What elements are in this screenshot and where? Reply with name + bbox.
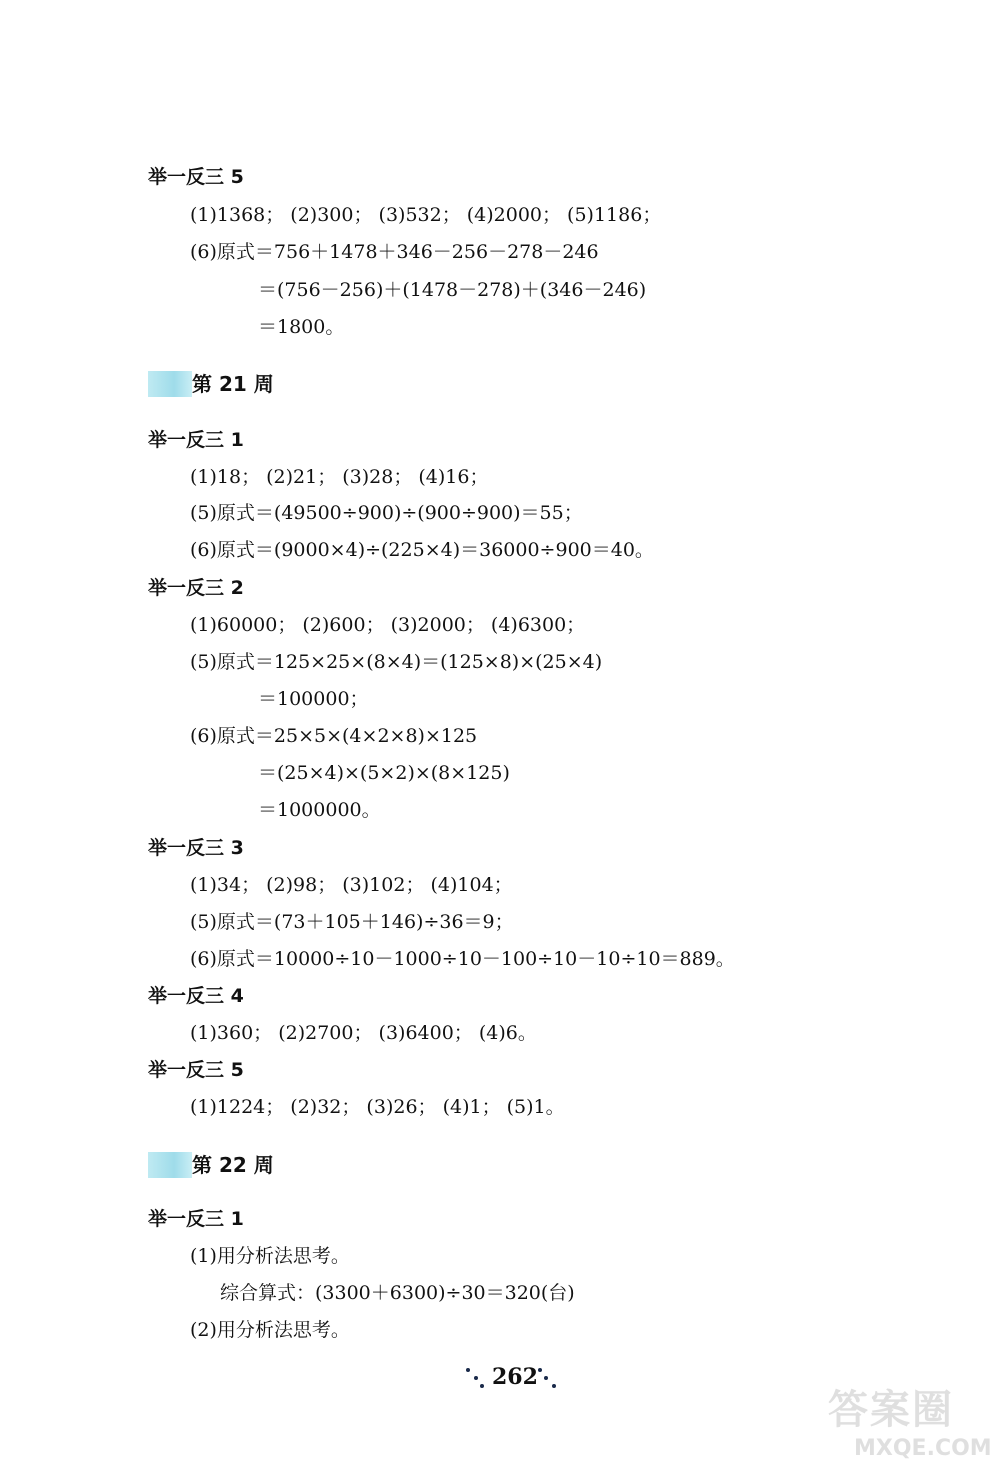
page-number: 262 xyxy=(492,1364,538,1390)
answer-line: (1)用分析法思考。 xyxy=(190,1245,350,1267)
answer-line: (6)原式＝(9000×4)÷(225×4)＝36000÷900＝40。 xyxy=(190,539,654,561)
ornament-dot xyxy=(466,1368,470,1372)
watermark-text: 答案圈 xyxy=(828,1387,954,1433)
answer-line: (1)1224； (2)32； (3)26； (4)1； (5)1。 xyxy=(190,1096,565,1118)
answer-line: (6)原式＝25×5×(4×2×8)×125 xyxy=(190,725,478,747)
section-heading: 举一反三 1 xyxy=(148,429,244,451)
answer-line: (1)1368； (2)300； (3)532； (4)2000； (5)1186； xyxy=(190,204,662,226)
section-heading: 举一反三 4 xyxy=(148,985,244,1007)
answer-line: (1)60000； (2)600； (3)2000； (4)6300； xyxy=(190,614,586,636)
answer-line: ＝(25×4)×(5×2)×(8×125) xyxy=(258,762,510,784)
week-highlight-bar xyxy=(148,371,192,397)
page-number-footer xyxy=(466,1362,566,1392)
answer-line: ＝100000； xyxy=(258,688,369,710)
answer-line: (5)原式＝125×25×(8×4)＝(125×8)×(25×4) xyxy=(190,651,603,673)
answer-line: (5)原式＝(49500÷900)÷(900÷900)＝55； xyxy=(190,502,583,524)
answer-line: ＝(756－256)＋(1478－278)＋(346－246) xyxy=(258,279,647,301)
answer-line: 综合算式：(3300＋6300)÷30＝320(台) xyxy=(220,1282,575,1304)
answer-line: (2)用分析法思考。 xyxy=(190,1319,350,1341)
week-22-header xyxy=(148,1150,278,1180)
answer-line: (1)18； (2)21； (3)28； (4)16； xyxy=(190,466,489,488)
week-highlight-bar xyxy=(148,1152,192,1178)
answer-line: (6)原式＝10000÷10－1000÷10－100÷10－10÷10＝889。 xyxy=(190,948,735,970)
ornament-dot xyxy=(538,1368,542,1372)
section-heading: 举一反三 5 xyxy=(148,1059,244,1081)
ornament-dot xyxy=(474,1376,478,1380)
section-heading: 举一反三 2 xyxy=(148,577,244,599)
answer-line: ＝1000000。 xyxy=(258,799,381,821)
answer-line: ＝1800。 xyxy=(258,316,345,338)
ornament-dot xyxy=(544,1376,548,1380)
answer-line: (1)360； (2)2700； (3)6400； (4)6。 xyxy=(190,1022,537,1044)
week-title: 第 22 周 xyxy=(192,1153,274,1177)
answer-line: (1)34； (2)98； (3)102； (4)104； xyxy=(190,874,513,896)
ornament-dot xyxy=(480,1384,484,1388)
section-heading: 举一反三 1 xyxy=(148,1208,244,1230)
answer-line: (6)原式＝756＋1478＋346－256－278－246 xyxy=(190,241,599,263)
section-heading: 举一反三 3 xyxy=(148,837,244,859)
week-21-header xyxy=(148,369,278,399)
watermark-url: MXQE.COM xyxy=(854,1436,992,1461)
answer-line: (5)原式＝(73＋105＋146)÷36＝9； xyxy=(190,911,514,933)
watermark-logo xyxy=(820,1378,990,1468)
section-heading: 举一反三 5 xyxy=(148,166,244,188)
ornament-dot xyxy=(552,1384,556,1388)
week-title: 第 21 周 xyxy=(192,372,274,396)
